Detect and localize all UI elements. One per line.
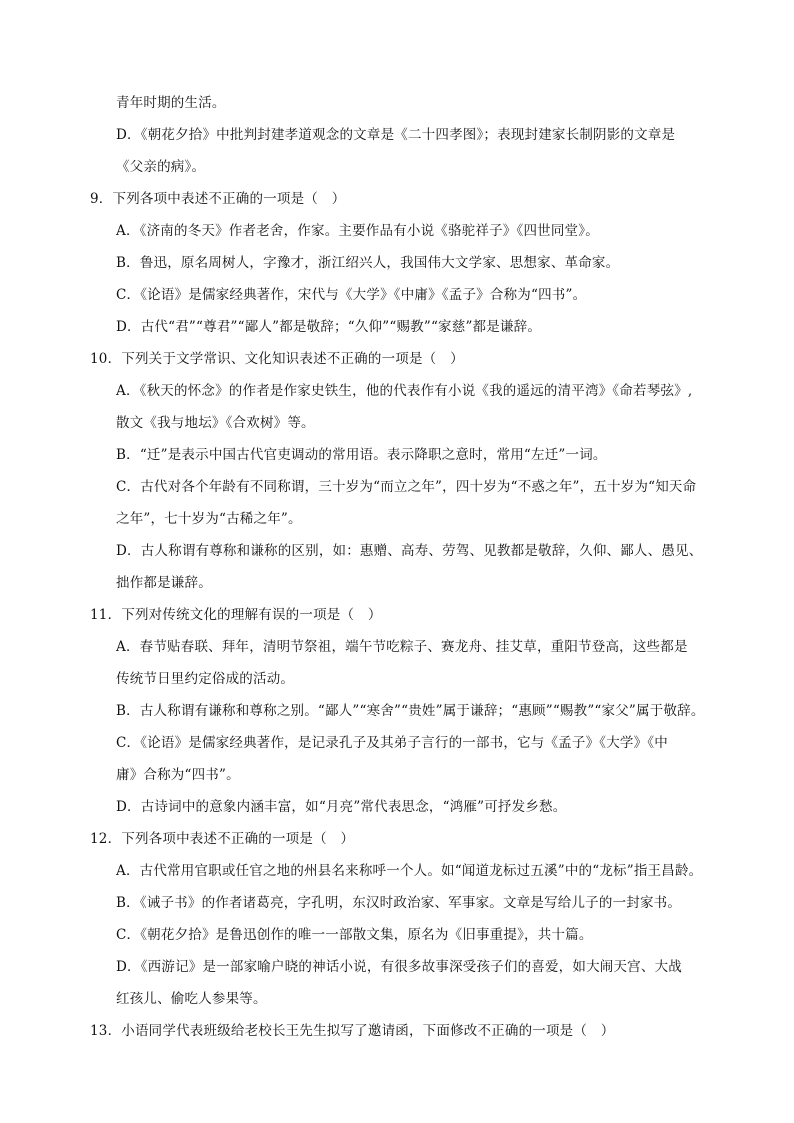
question-12: 12．下列各项中表述不正确的一项是（ ） [90,831,355,847]
question-10: 10．下列关于文学常识、文化知识表述不正确的一项是（ ） [90,351,464,367]
option-d: D．古人称谓有尊称和谦称的区别，如：惠赠、高寿、劳驾、见教都是敬辞，久仰、鄙人、愚见、 [116,543,703,559]
option-a: A．《济南的冬天》作者老舍，作家。主要作品有小说《骆驼祥子》《四世同堂》。 [116,223,599,239]
text-line: 《父亲的病》。 [116,159,206,175]
text-line: 红孩儿、偷吃人参果等。 [116,991,267,1007]
text-line: 之年”，七十岁为“古稀之年”。 [116,511,302,527]
option-c: C．《朝花夕拾》是鲁迅创作的唯一一部散文集，原名为《旧事重提》，共十篇。 [116,927,593,943]
text-line: 庸》合称为“四书”。 [116,767,240,783]
option-b: B．古人称谓有谦称和尊称之别。“鄙人”“寒舍”“贵姓”属于谦辞；“惠顾”“赐教”“家父”属于敬辞。 [116,703,705,719]
option-d: D．《西游记》是一部家喻户晓的神话小说，有很多故事深受孩子们的喜爱，如大闹天宫、大战 [116,959,682,975]
option-b: B．鲁迅，原名周树人，字豫才，浙江绍兴人，我国伟大文学家、思想家、革命家。 [116,255,620,271]
text-line: 青年时期的生活。 [116,95,226,111]
question-13: 13．小语同学代表班级给老校长王先生拟写了邀请函，下面修改不正确的一项是（ ） [90,1023,615,1039]
text-line: 传统节日里约定俗成的活动。 [116,671,295,687]
text-line: 拙作都是谦辞。 [116,575,212,591]
option-b: B．《诫子书》的作者诸葛亮，字孔明，东汉时政治家、军事家。文章是写给儿子的一封家书。 [116,895,682,911]
option-a: A．春节贴春联、拜年，清明节祭祖，端午节吃粽子、赛龙舟、挂艾草，重阳节登高，这些都是 [116,639,688,655]
option-c: C．《论语》是儒家经典著作，是记录孔子及其弟子言行的一部书，它与《孟子》《大学》《中 [116,735,668,751]
option-c: C．古代对各个年龄有不同称谓，三十岁为“而立之年”，四十岁为“不惑之年”，五十岁为“知天命 [116,479,697,495]
option-a: A．《秋天的怀念》的作者是作家史铁生，他的代表作有小说《我的遥远的清平湾》《命若琴弦》, [116,383,693,399]
option-c: C．《论语》是儒家经典著作，宋代与《大学》《中庸》《孟子》合称为“四书”。 [116,287,587,303]
option-a: A．古代常用官职或任官之地的州县名来称呼一个人。如“闻道龙标过五溪”中的“龙标”指王昌龄。 [116,863,703,879]
option-b: B．“迁”是表示中国古代官吏调动的常用语。表示降职之意时，常用“左迁”一词。 [116,447,607,463]
question-11: 11．下列对传统文化的理解有误的一项是（ ） [90,607,382,623]
option-d: D．古代“君”“尊君”“鄙人”都是敬辞；“久仰”“赐教”“家慈”都是谦辞。 [116,319,542,335]
text-line: 散文《我与地坛》《合欢树》等。 [116,415,315,431]
option-d: D．古诗词中的意象内涵丰富，如“月亮”常代表思念，“鸿雁”可抒发乡愁。 [116,799,567,815]
question-9: 9．下列各项中表述不正确的一项是（ ） [90,191,346,207]
option-d: D．《朝花夕拾》中批判封建孝道观念的文章是《二十四孝图》；表现封建家长制阴影的文章是 [116,127,676,143]
